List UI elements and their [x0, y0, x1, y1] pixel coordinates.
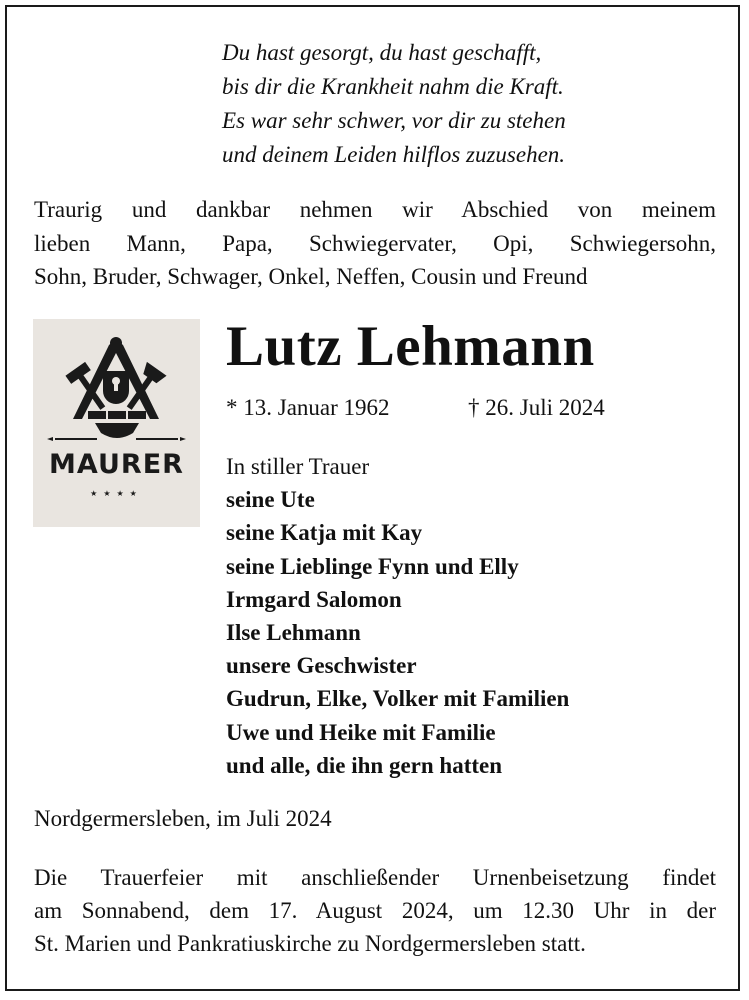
- mourner-line: seine Ute: [226, 487, 315, 513]
- mourner-line: und alle, die ihn gern hatten: [226, 752, 503, 778]
- mourners-list: [226, 450, 569, 782]
- poem-line: und deinem Leiden hilflos zuzusehen.: [222, 142, 566, 167]
- service-line: am Sonnabend, dem 17. August 2024, um 12.30 Uhr in der: [34, 898, 716, 923]
- logo-stars: ★★★★: [90, 489, 143, 498]
- funeral-service-info: [34, 861, 716, 960]
- mourner-line: Ilse Lehmann: [226, 620, 361, 646]
- logo-text: MAURER: [49, 449, 184, 480]
- poem: [222, 36, 702, 172]
- intro-text: [34, 193, 716, 294]
- deceased-name: Lutz Lehmann: [226, 315, 595, 378]
- place-date: Nordgermersleben, im Juli 2024: [34, 806, 332, 831]
- death-date: † 26. Juli 2024: [468, 395, 605, 420]
- mourner-line: unsere Geschwister: [226, 653, 417, 679]
- intro-line: Traurig und dankbar nehmen wir Abschied von meinem: [34, 197, 716, 222]
- service-line: Die Trauerfeier mit anschließender Urnenbeisetzung findet: [34, 865, 716, 890]
- mourners-intro: In stiller Trauer: [226, 454, 370, 479]
- mourner-line: Gudrun, Elke, Volker mit Familien: [226, 686, 570, 712]
- intro-line: lieben Mann, Papa, Schwiegervater, Opi, Schwiegersohn,: [34, 230, 716, 256]
- poem-line: Du hast gesorgt, du hast geschafft,: [222, 40, 542, 65]
- mourner-line: Irmgard Salomon: [226, 586, 402, 612]
- poem-line: Es war sehr schwer, vor dir zu stehen: [222, 108, 566, 133]
- mourner-line: seine Katja mit Kay: [226, 520, 423, 546]
- maurer-logo: [33, 319, 200, 527]
- service-line: St. Marien und Pankratiuskirche zu Nordgermersleben statt.: [34, 931, 586, 956]
- poem-line: bis dir die Krankheit nahm die Kraft.: [222, 74, 564, 99]
- mourner-line: seine Lieblinge Fynn und Elly: [226, 553, 519, 579]
- life-dates: [226, 392, 605, 424]
- birth-date: * 13. Januar 1962: [226, 395, 390, 420]
- intro-line: Sohn, Bruder, Schwager, Onkel, Neffen, Cousin und Freund: [34, 264, 588, 289]
- mourner-line: Uwe und Heike mit Familie: [226, 719, 496, 745]
